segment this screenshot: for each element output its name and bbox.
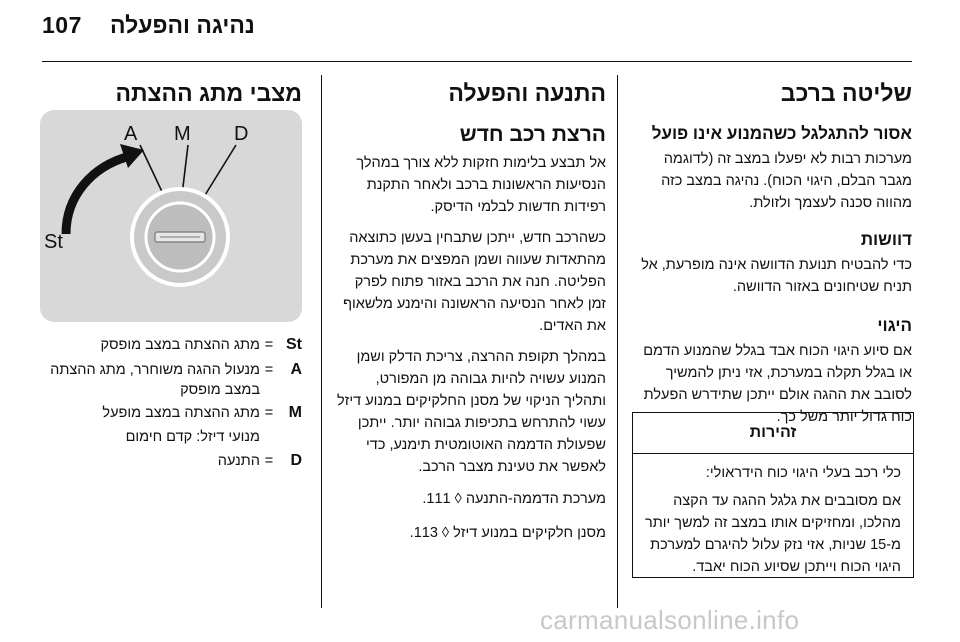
right-column-title: שליטה ברכב bbox=[780, 80, 912, 106]
pointer-line-d bbox=[202, 145, 236, 200]
legend-equals: = bbox=[264, 453, 274, 469]
braking-paragraph: אל תבצע בלימות חזקות ללא צורך במהלך הנסיעות הראשונות ברכב ולאחר התקנת רפידות חדשות לבלמי הדיסק. bbox=[356, 155, 606, 215]
legend-key-d: D bbox=[290, 452, 302, 469]
position-label-a: A bbox=[124, 123, 138, 145]
ignition-switch-illustration bbox=[40, 110, 302, 322]
legend-text-a: מנעול ההגה משוחרר, מתג ההצתה במצב מופסק bbox=[50, 362, 260, 398]
ignition-switch-figure bbox=[40, 110, 302, 322]
start-arrow-shaft bbox=[66, 156, 130, 234]
section-title: נהיגה והפעלה bbox=[110, 12, 255, 38]
warning-box bbox=[632, 412, 914, 578]
reference-diesel-filter: מסנן חלקיקים במנוע דיזל ◊ 113. bbox=[409, 525, 606, 541]
legend-row-m bbox=[40, 403, 302, 423]
right-column bbox=[630, 78, 912, 437]
steering-text: אם סיוע היגוי הכוח אבד בגלל שהמנוע הדמם או בגלל תקלה במערכת, אזי ניתן להמשיך לסובב את ההגה אולם ייתכן שתידרש הפעלת כוח גדול יותר משל כך. bbox=[643, 343, 912, 425]
header-rule bbox=[42, 61, 912, 62]
page-number: 107 bbox=[42, 12, 82, 38]
column-divider-left bbox=[321, 75, 322, 608]
legend-row-st bbox=[40, 335, 302, 355]
warning-line2: אם מסובבים את גלגל ההגה עד הקצה מהלכו, ומחזיקים אותו במצב זה למשך יותר מ-15 שניות, אזי נזק עלול להיגרם למערכת היגוי הכוח וייתכן שסיוע הכוח יאבד. bbox=[644, 493, 901, 575]
legend-key-a: A bbox=[290, 361, 302, 378]
legend-text-m: מתג ההצתה במצב מופעל bbox=[102, 405, 260, 421]
position-label-st: St bbox=[44, 231, 63, 253]
legend-text-d: התנעה bbox=[217, 453, 260, 469]
watermark: carmanualsonline.info bbox=[540, 605, 800, 635]
legend-equals: = bbox=[264, 337, 274, 353]
middle-column bbox=[334, 78, 606, 553]
position-label-m: M bbox=[174, 123, 191, 145]
warning-title: זהירות bbox=[633, 413, 913, 454]
page-header bbox=[0, 0, 960, 64]
rolling-warning-text: מערכות רבות לא יפעלו במצב זה (לדוגמה מגבר הבלם, היגוי הכוח). נהיגה במצב כזה מהווה סכנה לעצמך ולזולת. bbox=[661, 151, 912, 211]
break-in-subtitle: הרצת רכב חדש bbox=[459, 123, 606, 146]
position-label-d: D bbox=[234, 123, 249, 145]
legend-row-diesel bbox=[40, 427, 302, 447]
smoke-paragraph: כשהרכב חדש, ייתכן שתבחין בעשן כתוצאה מהתאדות שעווה ושמן המפצים את מערכת הפליטה. חנה את הרכב באזור פתוח לפרק זמן לאחר הנסיעה הראשונה והימנע מלשאוף את האדים. bbox=[342, 230, 606, 334]
legend-row-d bbox=[40, 451, 302, 471]
consumption-paragraph: במהלך תקופת ההרצה, צריכת הדלק ושמן המנוע עשויה להיות גבוהה מן המפורט, ותהליך הניקוי של מסנן החלקיקים במנוע דיזל עשוי להתרחש בתכיפות גבוהה יותר. ייתכן שפעולת הדממה האוטומטית תימנע, כדי לאפשר את טעינת מצבר הרכב. bbox=[337, 349, 606, 475]
pedals-heading: דוושות bbox=[860, 230, 912, 249]
legend-row-a bbox=[40, 360, 302, 400]
reference-stop-start: מערכת הדממה-התנעה ◊ 111. bbox=[422, 491, 606, 507]
legend-equals: = bbox=[264, 405, 274, 421]
pointer-line-a bbox=[140, 145, 165, 198]
warning-body bbox=[633, 454, 913, 578]
rolling-warning-subtitle: אסור להתגלגל כשהמנוע אינו פועל bbox=[651, 124, 912, 143]
legend-text-diesel: מנועי דיזל: קדם חימום bbox=[125, 429, 260, 445]
left-column-title: מצבי מתג ההצתה bbox=[115, 80, 302, 106]
column-divider-right bbox=[617, 75, 618, 608]
steering-heading: היגוי bbox=[877, 316, 912, 335]
legend-key-m: M bbox=[288, 404, 302, 421]
legend-key-st: St bbox=[286, 336, 302, 353]
legend-text-st: מתג ההצתה במצב מופסק bbox=[100, 337, 260, 353]
pedals-text: כדי להבטיח תנועת הדוושה אינה מופרעת, אל תניח שטיחונים באזור הדוושה. bbox=[641, 257, 912, 295]
warning-line1: כלי רכב בעלי היגוי כוח הידראולי: bbox=[705, 465, 901, 481]
legend-equals: = bbox=[264, 362, 274, 378]
middle-column-title: התנעה והפעלה bbox=[448, 80, 606, 106]
